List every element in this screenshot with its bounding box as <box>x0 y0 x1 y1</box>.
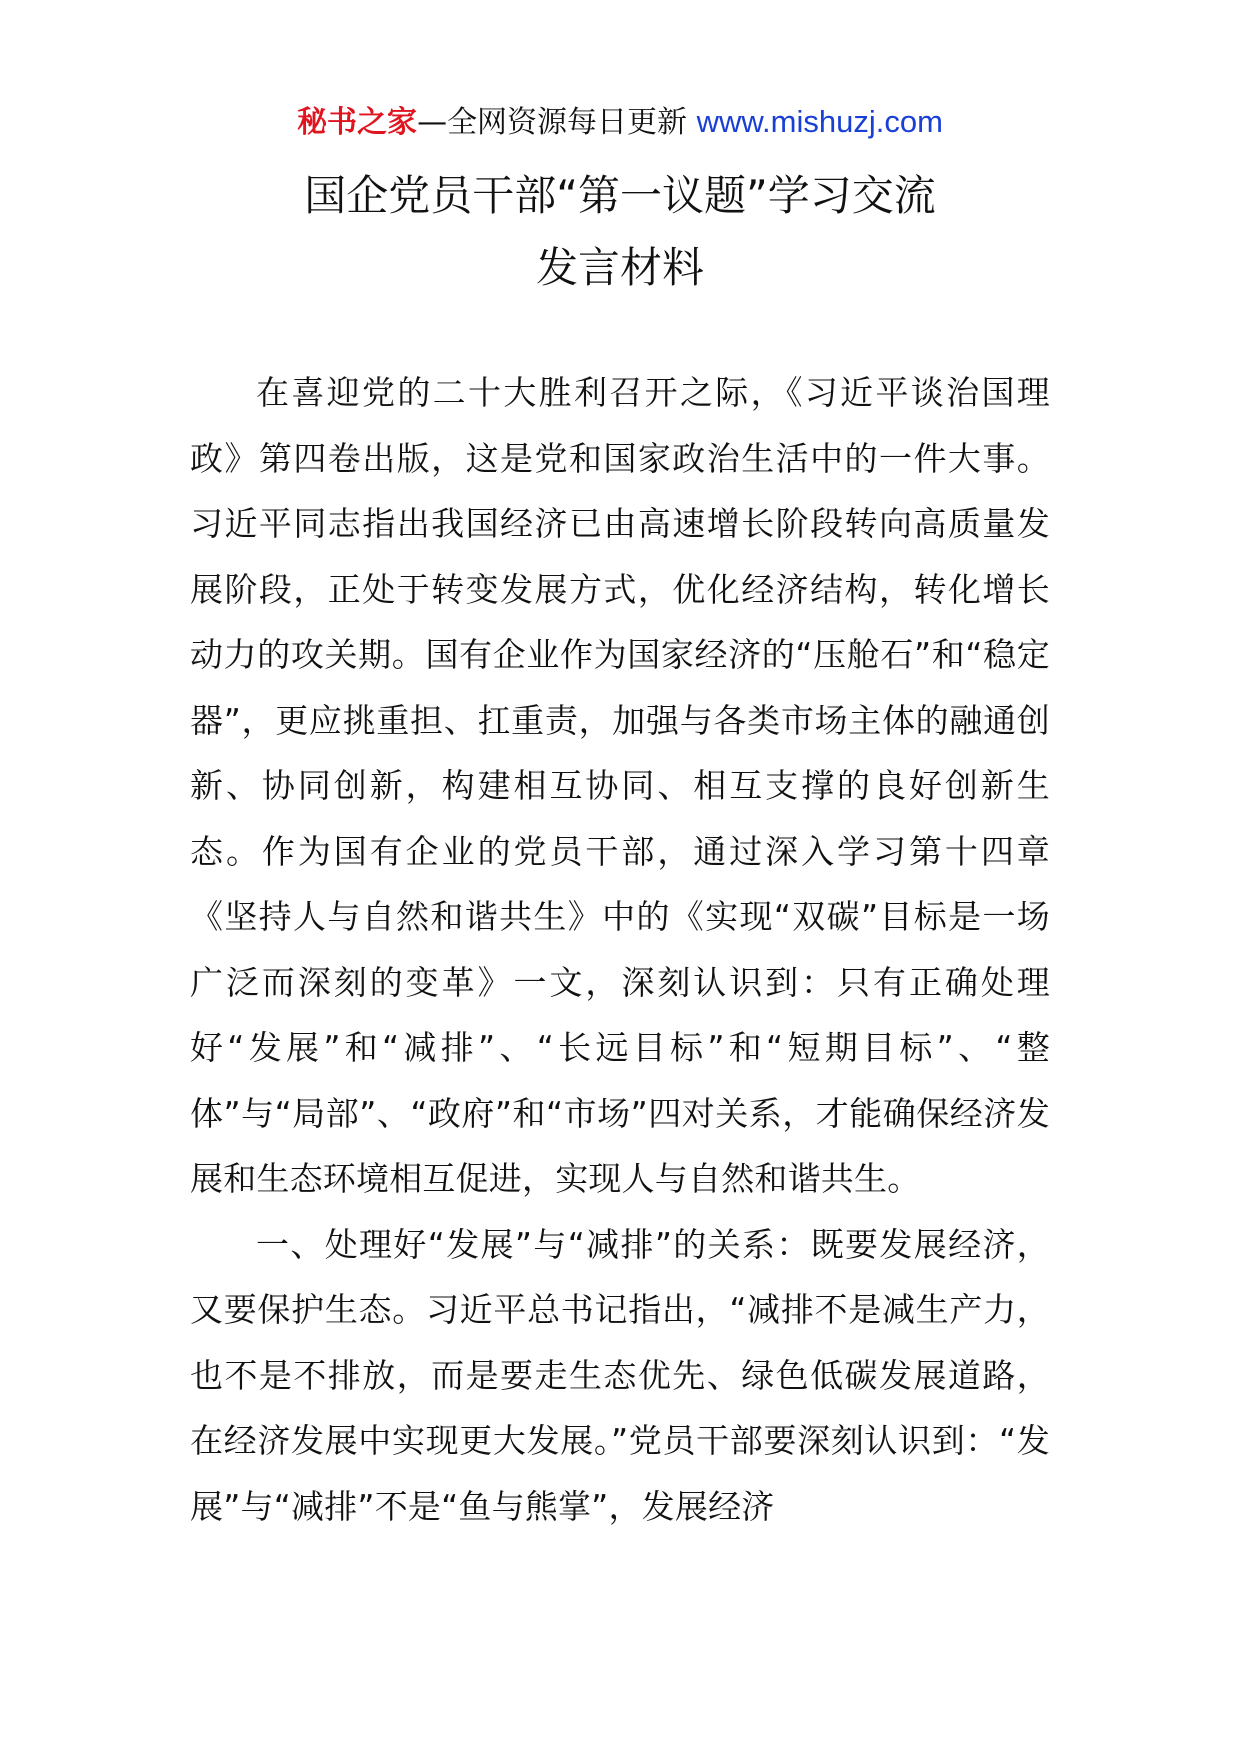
title-line-2: 发言材料 <box>535 243 704 292</box>
site-url-link[interactable]: www.mishuzj.com <box>696 104 943 139</box>
title-line-1: 国企党员干部“第一议题”学习交流 <box>304 171 936 220</box>
document-title <box>0 160 1240 304</box>
site-header <box>0 102 1240 143</box>
section-1-paragraph: 一、处理好“发展”与“减排”的关系：既要发展经济，又要保护生态。习近平总书记指出，“减排不是减生产力，也不是不排放，而是要走生态优先、绿色低碳发展道路，在经济发展中实现更大发展。”党员干部要深刻认识到：“发展”与“减排”不是“鱼与熊掌”，发展经济 <box>190 1224 1050 1526</box>
site-tagline: —全网资源每日更新 <box>417 105 697 140</box>
intro-paragraph: 在喜迎党的二十大胜利召开之际，《习近平谈治国理政》第四卷出版，这是党和国家政治生活中的一件大事。习近平同志指出我国经济已由高速增长阶段转向高质量发展阶段，正处于转变发展方式，优化经济结构，转化增长动力的攻关期。国有企业作为国家经济的“压舱石”和“稳定器”，更应挑重担、扛重责，加强与各类市场主体的融通创新、协同创新，构建相互协同、相互支撑的良好创新生态。作为国有企业的党员干部，通过深入学习第十四章《坚持人与自然和谐共生》中的《实现“双碳”目标是一场广泛而深刻的变革》一文，深刻认识到：只有正确处理好“发展”和“减排”、“长远目标”和“短期目标”、“整体”与“局部”、“政府”和“市场”四对关系，才能确保经济发展和生态环境相互促进，实现人与自然和谐共生。 <box>190 373 1050 1198</box>
document-body <box>190 360 1050 1539</box>
site-brand: 秘书之家 <box>297 105 418 140</box>
